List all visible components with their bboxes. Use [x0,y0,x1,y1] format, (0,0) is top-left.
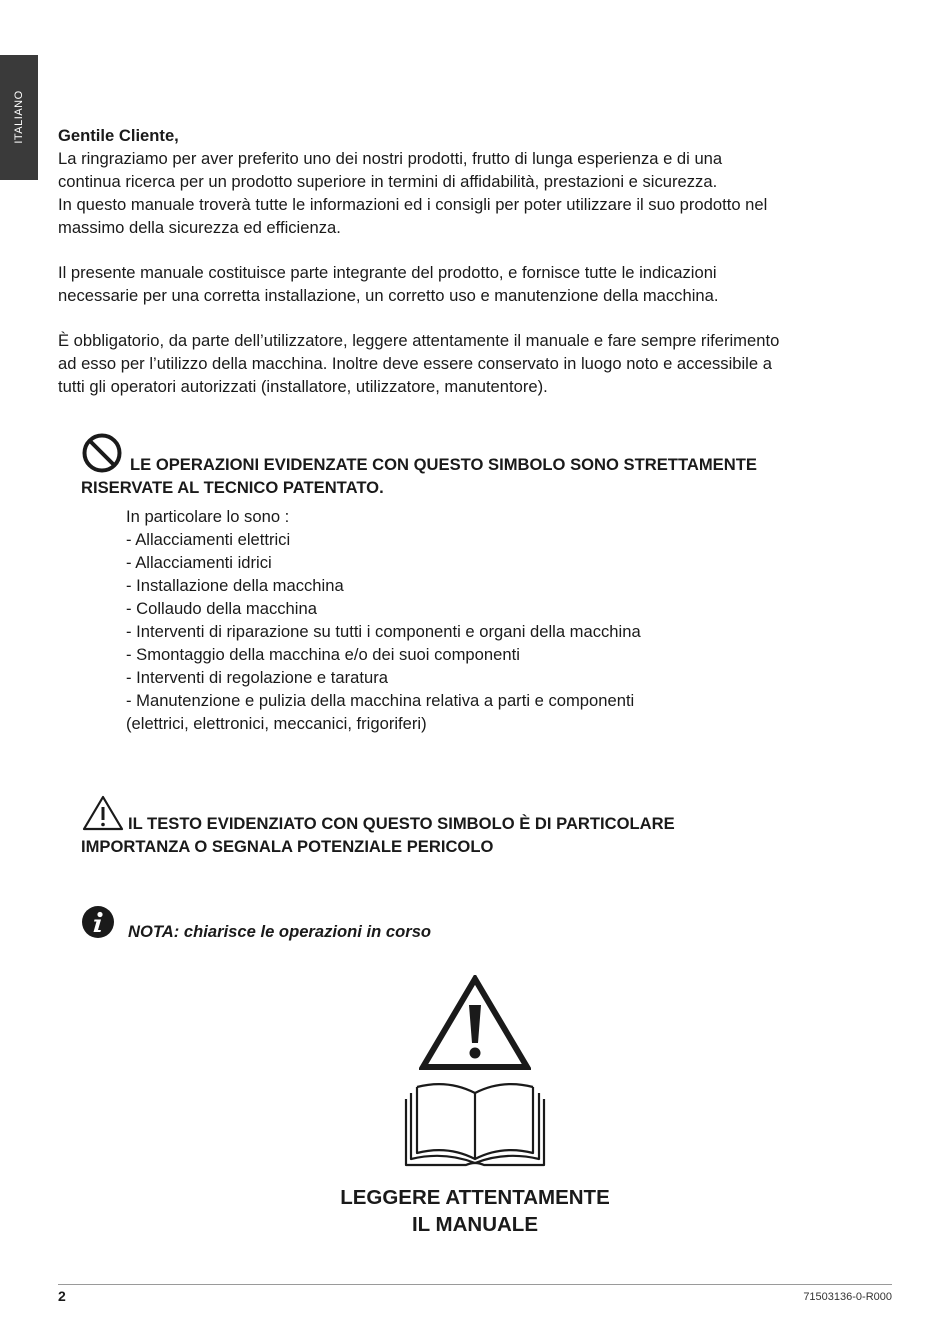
warning-heading [81,795,881,858]
warning-triangle-icon [82,795,124,831]
intro-line: continua ricerca per un prodotto superiore in termini di affidabilità, prestazioni e sicurezza. [58,172,718,191]
intro-line: necessarie per una corretta installazione, un corretto uso e manutenzione della macchina. [58,286,719,305]
greeting: Gentile Cliente, [58,126,179,145]
language-tab [0,55,38,180]
page-number: 2 [58,1288,66,1304]
list-item: - Interventi di riparazione su tutti i componenti e organi della macchina [126,622,641,641]
list-item: - Allacciamenti idrici [126,553,272,572]
warning-exclamation-icon [419,975,531,1071]
read-manual-caption [275,1184,675,1238]
intro-line: Il presente manuale costituisce parte integrante del prodotto, e fornisce tutte le indicazioni [58,263,717,282]
technician-operations-list [126,505,656,735]
intro-text [58,124,908,398]
read-manual-line2: IL MANUALE [411,1213,539,1236]
list-item: - Manutenzione e pulizia della macchina relativa a parti e componenti (elettrici, elettronici, meccanici, frigoriferi) [126,691,635,733]
intro-line: massimo della sicurezza ed efficienza. [58,218,341,237]
warning-heading-line1: IL TESTO EVIDENZIATO CON QUESTO SIMBOLO È DI PARTICOLARE [128,814,675,833]
prohibit-heading-line2: RISERVATE AL TECNICO PATENTATO. [81,478,384,497]
footer-divider [58,1284,892,1285]
open-book-icon [404,1077,546,1169]
intro-line: tutti gli operatori autorizzati (installatore, utilizzatore, manutentore). [58,377,548,396]
list-item: - Collaudo della macchina [126,599,317,618]
prohibit-section [81,432,881,735]
prohibit-heading-line1: LE OPERAZIONI EVIDENZATE CON QUESTO SIMBOLO SONO STRETTAMENTE [130,455,757,474]
list-item: - Smontaggio della macchina e/o dei suoi componenti [126,645,520,664]
list-item: - Allacciamenti elettrici [126,530,291,549]
note-text: NOTA: chiarisce le operazioni in corso [128,922,432,941]
warning-heading-line2: IMPORTANZA O SEGNALA POTENZIALE PERICOLO [81,837,494,856]
prohibition-icon [81,432,123,474]
warning-section [81,795,881,858]
list-item: - Installazione della macchina [126,576,344,595]
list-item: - Interventi di regolazione e taratura [126,668,388,687]
document-code: 71503136-0-R000 [803,1291,892,1303]
language-label: ITALIANO [13,90,25,144]
prohibit-heading [81,432,881,499]
intro-line: È obbligatorio, da parte dell’utilizzatore, leggere attentamente il manuale e fare sempre riferimento [58,331,780,350]
intro-line: ad esso per l’utilizzo della macchina. Inoltre deve essere conservato in luogo noto e accessibile a [58,354,772,373]
intro-line: In questo manuale troverà tutte le informazioni ed i consigli per poter utilizzare il suo prodotto nel [58,195,768,214]
list-intro: In particolare lo sono : [126,507,290,526]
read-manual-line1: LEGGERE ATTENTAMENTE [340,1186,610,1209]
info-icon [81,905,115,939]
intro-line: La ringraziamo per aver preferito uno dei nostri prodotti, frutto di lunga esperienza e di una [58,149,723,168]
